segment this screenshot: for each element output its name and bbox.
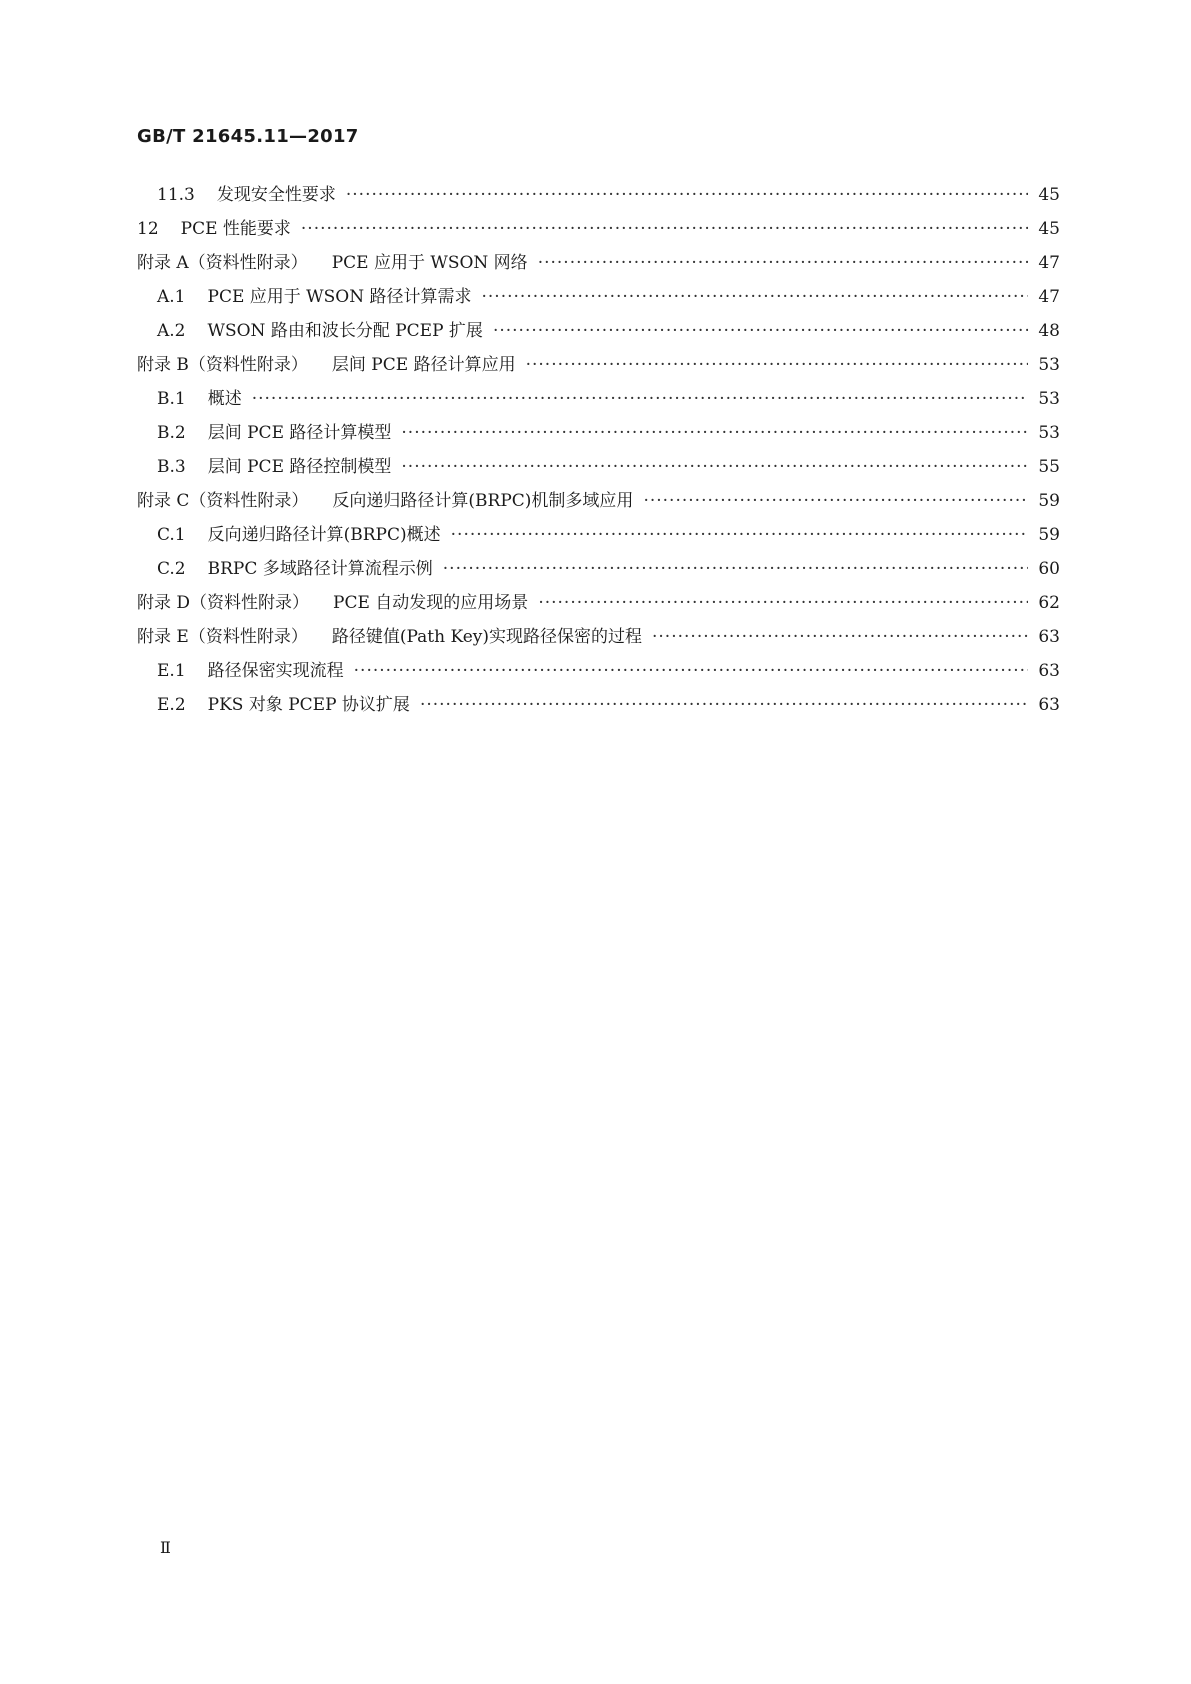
toc-entry-number: 附录 B（资料性附录）	[137, 355, 308, 375]
toc-leader-dots	[346, 178, 1028, 212]
toc-leader-dots	[401, 450, 1028, 484]
toc-leader-dots	[420, 688, 1028, 722]
table-of-contents	[137, 178, 1060, 722]
toc-leader-dots	[443, 552, 1028, 586]
toc-entry-number: C.2	[157, 559, 186, 579]
page-number: Ⅱ	[160, 1538, 171, 1557]
toc-entry-number: A.2	[157, 321, 186, 341]
toc-entry-page: 55	[1038, 457, 1060, 477]
toc-entry-b-1[interactable]	[137, 382, 1060, 416]
toc-entry-page: 53	[1038, 423, 1060, 443]
toc-entry-a-2[interactable]	[137, 314, 1060, 348]
toc-entry-title: 反向递归路径计算(BRPC)概述	[207, 525, 441, 545]
toc-leader-dots	[538, 246, 1028, 280]
toc-entry-page: 45	[1038, 219, 1060, 239]
toc-entry-page: 62	[1038, 593, 1060, 613]
toc-entry-appendix-d[interactable]	[137, 586, 1060, 620]
toc-entry-appendix-e[interactable]	[137, 620, 1060, 654]
toc-entry-title: 层间 PCE 路径控制模型	[207, 457, 392, 477]
toc-entry-number: B.1	[157, 389, 186, 409]
toc-entry-title: 发现安全性要求	[216, 185, 336, 205]
toc-entry-number: 附录 C（资料性附录）	[137, 491, 309, 511]
toc-entry-11-3[interactable]	[137, 178, 1060, 212]
toc-leader-dots	[643, 484, 1028, 518]
toc-entry-number: B.2	[157, 423, 186, 443]
toc-leader-dots	[538, 586, 1028, 620]
toc-entry-title: PCE 性能要求	[180, 219, 291, 239]
toc-entry-title: PCE 应用于 WSON 网络	[331, 253, 528, 273]
toc-entry-page: 59	[1038, 491, 1060, 511]
toc-entry-number: 附录 A（资料性附录）	[137, 253, 308, 273]
toc-leader-dots	[354, 654, 1028, 688]
toc-leader-dots	[451, 518, 1028, 552]
toc-entry-e-1[interactable]	[137, 654, 1060, 688]
toc-leader-dots	[493, 314, 1028, 348]
toc-entry-title: PKS 对象 PCEP 协议扩展	[207, 695, 410, 715]
toc-leader-dots	[252, 382, 1028, 416]
toc-entry-number: E.2	[157, 695, 186, 715]
toc-entry-number: 12	[137, 219, 159, 239]
toc-entry-page: 48	[1038, 321, 1060, 341]
toc-entry-number: 附录 E（资料性附录）	[137, 627, 308, 647]
toc-entry-page: 53	[1038, 355, 1060, 375]
toc-leader-dots	[301, 212, 1028, 246]
toc-entry-title: 路径键值(Path Key)实现路径保密的过程	[331, 627, 642, 647]
toc-entry-page: 45	[1038, 185, 1060, 205]
toc-entry-number: 附录 D（资料性附录）	[137, 593, 310, 613]
toc-leader-dots	[401, 416, 1028, 450]
toc-entry-page: 63	[1038, 695, 1060, 715]
toc-entry-number: 11.3	[157, 185, 195, 205]
toc-entry-page: 63	[1038, 627, 1060, 647]
toc-entry-appendix-c[interactable]	[137, 484, 1060, 518]
toc-entry-title: 层间 PCE 路径计算模型	[207, 423, 392, 443]
toc-entry-appendix-a[interactable]	[137, 246, 1060, 280]
toc-entry-page: 53	[1038, 389, 1060, 409]
toc-entry-number: A.1	[157, 287, 186, 307]
toc-entry-title: WSON 路由和波长分配 PCEP 扩展	[207, 321, 483, 341]
toc-leader-dots	[526, 348, 1028, 382]
toc-entry-e-2[interactable]	[137, 688, 1060, 722]
toc-entry-number: C.1	[157, 525, 186, 545]
toc-entry-page: 60	[1038, 559, 1060, 579]
standard-code: GB/T 21645.11—2017	[137, 126, 359, 147]
toc-entry-b-2[interactable]	[137, 416, 1060, 450]
toc-entry-12[interactable]	[137, 212, 1060, 246]
toc-entry-title: 概述	[207, 389, 242, 409]
toc-entry-number: B.3	[157, 457, 186, 477]
toc-entry-c-2[interactable]	[137, 552, 1060, 586]
toc-entry-c-1[interactable]	[137, 518, 1060, 552]
toc-entry-b-3[interactable]	[137, 450, 1060, 484]
toc-entry-page: 59	[1038, 525, 1060, 545]
toc-leader-dots	[652, 620, 1028, 654]
toc-entry-number: E.1	[157, 661, 186, 681]
toc-leader-dots	[482, 280, 1029, 314]
toc-entry-page: 47	[1038, 287, 1060, 307]
toc-entry-a-1[interactable]	[137, 280, 1060, 314]
toc-entry-title: 路径保密实现流程	[207, 661, 344, 681]
toc-entry-title: PCE 应用于 WSON 路径计算需求	[207, 287, 472, 307]
toc-entry-page: 47	[1038, 253, 1060, 273]
toc-entry-appendix-b[interactable]	[137, 348, 1060, 382]
toc-entry-title: 反向递归路径计算(BRPC)机制多域应用	[332, 491, 634, 511]
toc-entry-title: PCE 自动发现的应用场景	[333, 593, 529, 613]
toc-entry-title: BRPC 多域路径计算流程示例	[207, 559, 433, 579]
toc-entry-title: 层间 PCE 路径计算应用	[331, 355, 516, 375]
toc-entry-page: 63	[1038, 661, 1060, 681]
